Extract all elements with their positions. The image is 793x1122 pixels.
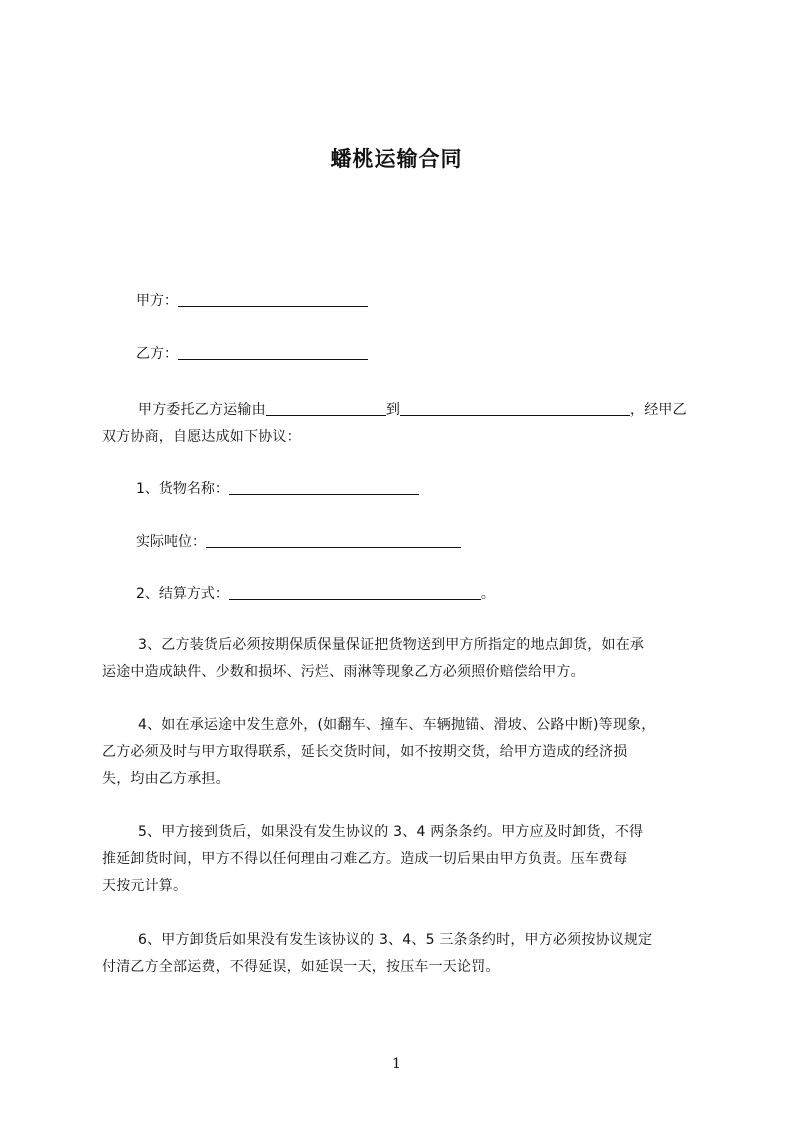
item3-line-1: 3、乙方装货后必须按期保质保量保证把货物送到甲方所指定的地点卸货，如在承 [138,637,645,653]
intro-line-2: 双方协商，自愿达成如下协议： [102,429,301,445]
item5-line-1: 5、甲方接到货后，如果没有发生协议的 3、4 两条条约。甲方应及时卸货，不得 [138,824,644,840]
settlement-blank [229,586,481,600]
item6-line-2: 付清乙方全部运费，不得延误，如延误一天，按压车一天论罚。 [102,959,500,975]
party-a-blank [178,293,368,307]
intro-text-part3: ，经甲乙 [630,402,687,418]
page-number: 1 [392,1056,401,1072]
item4-line-2: 乙方必须及时与甲方取得联系，延长交货时间，如不按期交货，给甲方造成的经济损 [102,744,628,760]
item4-line-3: 失，均由乙方承担。 [102,771,230,787]
item2-suffix: 。 [480,586,495,602]
item2-line [136,585,495,603]
item6-paragraph [102,927,712,981]
item3-paragraph [102,632,712,686]
item4-line-1: 4、如在承运途中发生意外，(如翻车、撞车、车辆抛锚、滑坡、公路中断)等现象， [138,717,656,733]
item1-line [136,480,419,498]
item5-line-3: 天按元计算。 [102,878,188,894]
party-a-label: 甲方： [136,293,178,309]
party-b-line [136,345,368,363]
tonnage-label: 实际吨位： [136,534,206,550]
document-title: 蟠桃运输合同 [330,147,463,171]
party-b-blank [178,346,368,360]
tonnage-blank [206,534,461,548]
tonnage-line [136,533,461,551]
goods-name-blank [229,481,419,495]
destination-blank [400,402,630,416]
intro-text-part1: 甲方委托乙方运输由 [138,402,266,418]
intro-line-1 [102,397,712,424]
item1-label: 1、货物名称： [136,481,229,497]
item6-line-1: 6、甲方卸货后如果没有发生该协议的 3、4、5 三条条约时，甲方必须按协议规定 [138,932,653,948]
intro-text-part2: 到 [385,402,401,418]
item2-label: 2、结算方式： [136,586,229,602]
origin-blank [266,402,386,416]
party-a-line [136,292,368,310]
party-b-label: 乙方： [136,346,178,362]
item5-line-2: 推延卸货时间，甲方不得以任何理由刁难乙方。造成一切后果由甲方负责。压车费每 [102,851,628,867]
item5-paragraph [102,819,712,900]
item3-line-2: 运途中造成缺件、少数和损坏、污烂、雨淋等现象乙方必须照价赔偿给甲方。 [102,664,585,680]
item4-paragraph [102,712,712,793]
intro-paragraph [102,397,712,451]
